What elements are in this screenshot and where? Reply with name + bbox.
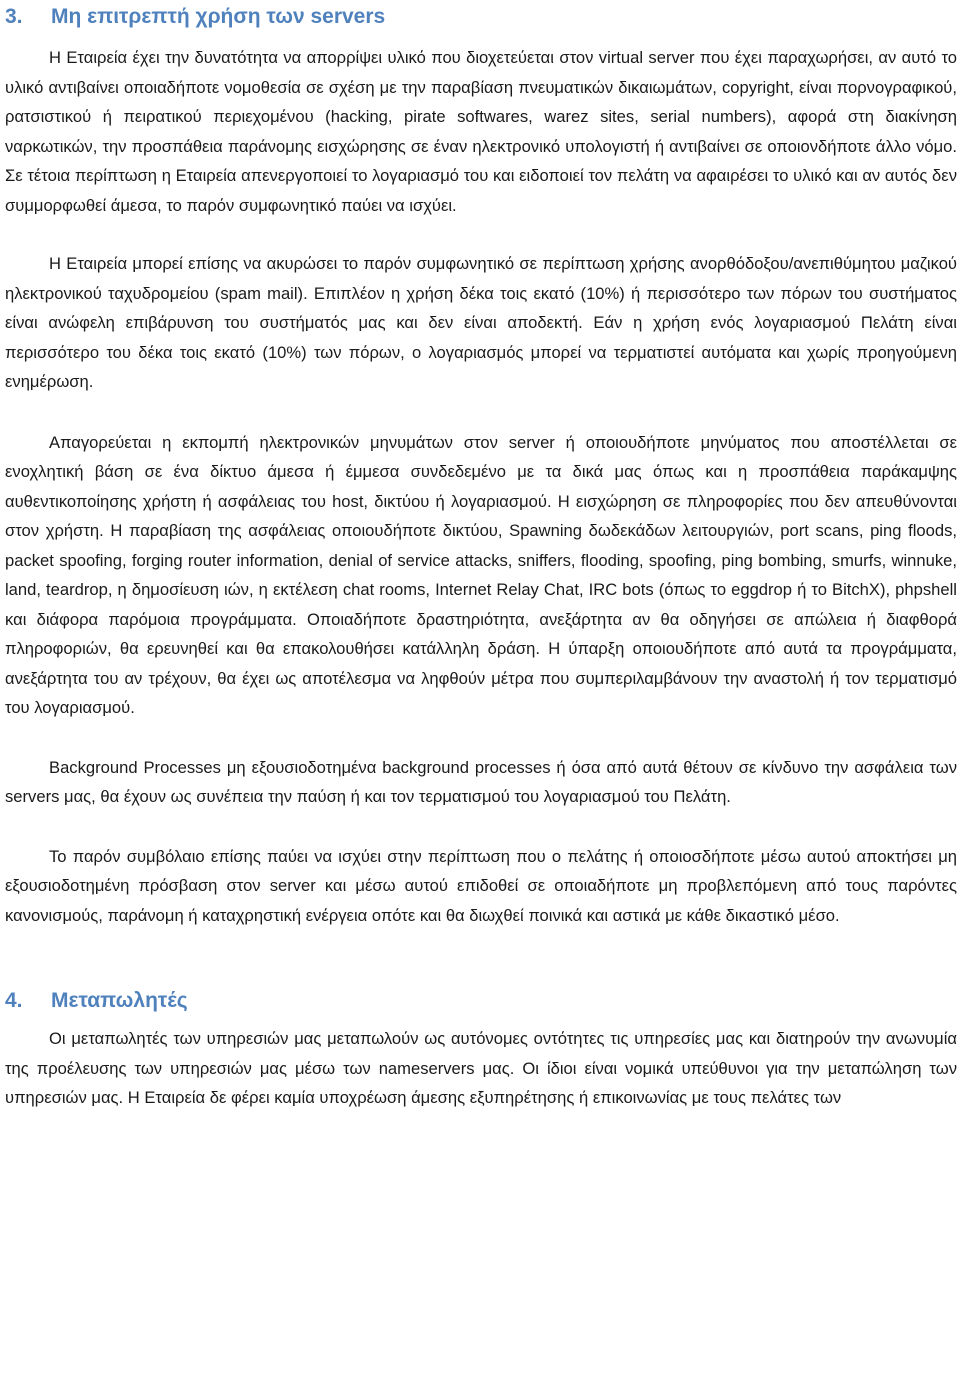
section-3-paragraph-3: Απαγορεύεται η εκπομπή ηλεκτρονικών μηνυμάτων στον server ή οποιουδήποτε μηνύματος που αποστέλλεται σε ενοχλητική βάση σε ένα δίκτυο άμεσα ή έμμεσα συνδεδεμένο με τα δικά μας όπως και η προσπάθεια παράκαμψης αυθεντικοποίησης χρήστη ή ασφάλειας του host, δικτύου ή λογαριασμού. Η εισχώρηση σε πληροφορίες που δεν απευθύνονται στον χρήστη. Η παραβίαση της ασφάλειας οποιουδήποτε δικτύου, Spawning δωδεκάδων λειτουργιών, port scans, ping floods, packet spoofing, forging router information, denial of service attacks, sniffers, flooding, spoofing, ping bombing, smurfs, winnuke, land, teardrop, η δημοσίευση ιών, η εκτέλεση chat rooms, Internet Relay Chat, IRC bots (όπως το eggdrop ή το BitchX), phpshell και διάφορα παρόμοια προγράμματα. Οποιαδήποτε δραστηριότητα, ανεξάρτητα αν θα οδηγήσει σε απώλεια ή διαφθορά πληροφοριών, θα ερευνηθεί και θα επακολουθήσει κατάλληλη δράση. Η ύπαρξη οποιουδήποτε από αυτά τα προγράμματα, ανεξάρτητα του αν τρέχουν, θα έχει ως αποτέλεσμα να ληφθούν μέτρα που συμπεριλαμβάνουν την αναστολή ή τον τερματισμό του λογαριασμού. [5,432,957,717]
section-4-paragraph-1: Οι μεταπωλητές των υπηρεσιών μας μεταπωλούν ως αυτόνομες οντότητες τις υπηρεσίες μας και διατηρούν την ανωνυμία της προέλευσης των υπηρεσιών μας μέσω των nameservers μας. Οι ίδιοι είναι νομικά υπεύθυνοι για την μεταπώληση των υπηρεσιών μας. Η Εταιρεία δε φέρει καμία υποχρέωση άμεσης εξυπηρέτησης ή επικοινωνίας με τους πελάτες των [5,1029,957,1107]
section-3-title: Μη επιτρεπτή χρήση των servers [51,5,386,28]
section-4-title: Μεταπωλητές [51,989,188,1012]
section-3-paragraph-1: Η Εταιρεία έχει την δυνατότητα να απορρίψει υλικό που διοχετεύεται στον virtual server που έχει παραχωρήσει, αν αυτό το υλικό αντιβαίνει οποιαδήποτε νομοθεσία σε σχέση με την παραβίαση πνευματικών δικαιωμάτων, copyright, είναι πορνογραφικού, ρατσιστικού ή πειρατικού περιεχομένου (hacking, pirate softwares, warez sites, serial numbers), αφορά στη διακίνηση ναρκωτικών, την προσπάθεια παράνομης εισχώρησης σε έναν ηλεκτρονικό υπολογιστή ή αντιβαίνει σε οποιονδήποτε άλλο νόμο. Σε τέτοια περίπτωση η Εταιρεία απενεργοποιεί το λογαριασμό του και ειδοποιεί τον πελάτη να αφαιρέσει το υλικό και αν αυτός δεν συμμορφωθεί άμεσα, το παρόν συμφωνητικό παύει να ισχύει. [5,48,957,215]
section-4-heading [5,986,957,1016]
section-3-number: 3. [5,5,23,28]
section-3-heading [5,2,957,32]
section-4-number: 4. [5,989,23,1012]
section-3-paragraph-2: Η Εταιρεία μπορεί επίσης να ακυρώσει το παρόν συμφωνητικό σε περίπτωση χρήσης ανορθόδοξου/ανεπιθύμητου μαζικού ηλεκτρονικού ταχυδρομείου (spam mail). Επιπλέον η χρήση δέκα τοις εκατό (10%) ή περισσότερο των πόρων του συστήματος είναι ανώφελη επιβάρυνση του συστήματός μας και δεν είναι αποδεκτή. Εάν η χρήση ενός λογαριασμού Πελάτη είναι περισσότερο του δέκα τοις εκατό (10%) των πόρων, ο λογαριασμός μπορεί να τερματιστεί αυτόματα και χωρίς προηγούμενη ενημέρωση. [5,254,957,391]
section-3-paragraph-5: Το παρόν συμβόλαιο επίσης παύει να ισχύει στην περίπτωση που ο πελάτης ή οποιοσδήποτε μέσω αυτού αποκτήσει μη εξουσιοδοτημένη πρόσβαση στον server και μέσω αυτού επιδοθεί σε οποιαδήποτε μη προβλεπόμενη από τους παρόντες κανονισμούς, παράνομη ή καταχρηστική ενέργεια οπότε και θα διωχθεί ποινικά και αστικά με κάθε δικαστικό μέσο. [5,846,957,925]
section-3-paragraph-4: Background Processes μη εξουσιοδοτημένα background processes ή όσα από αυτά θέτουν σε κίνδυνο την ασφάλεια των servers μας, θα έχουν ως συνέπεια την παύση ή και τον τερματισμού του λογαριασμού του Πελάτη. [5,757,957,806]
